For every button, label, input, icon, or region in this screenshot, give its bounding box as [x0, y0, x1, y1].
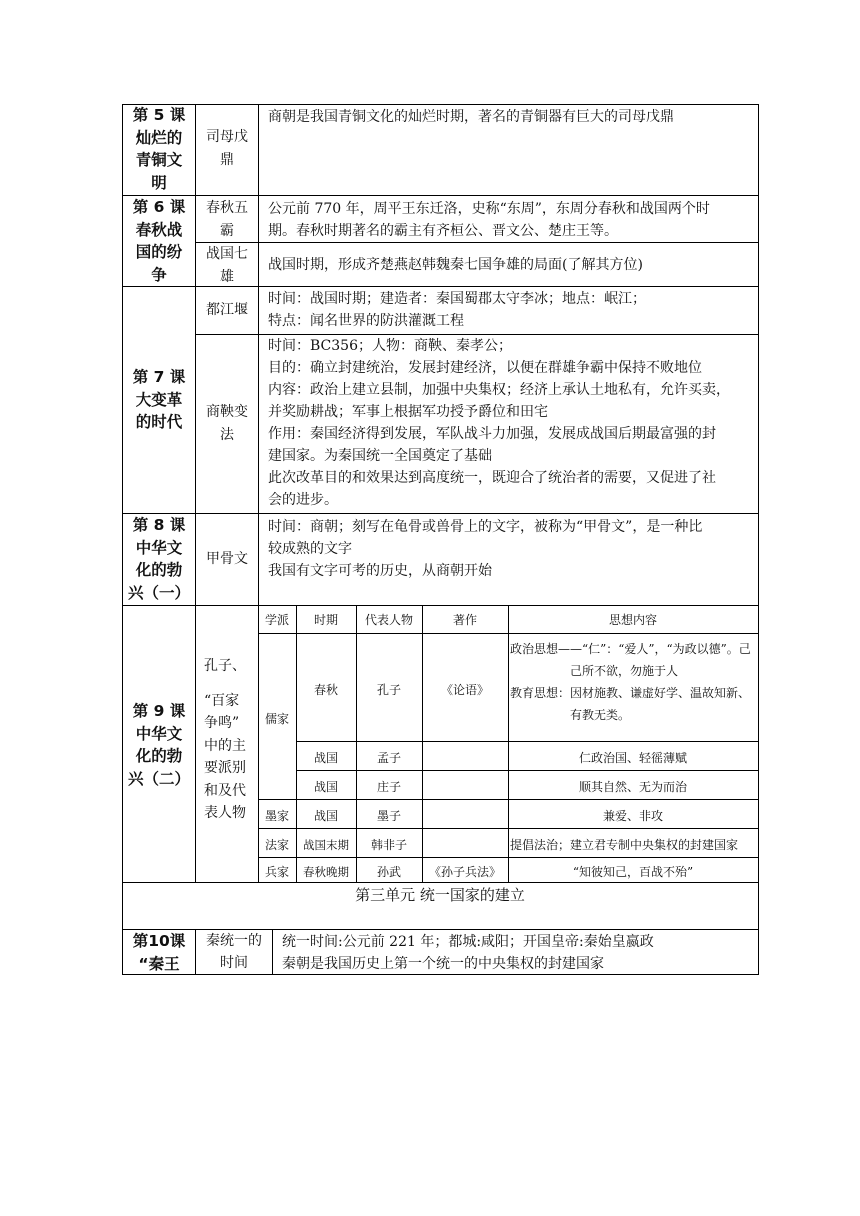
content-dujiang: 时间：战国时期；建造者：秦国蜀郡太守李冰；地点：岷江； 特点：闻名世界的防洪灌溉工程	[268, 291, 646, 329]
table-row-period: 春秋	[313, 683, 338, 697]
lesson-10-title: 第10课 “秦王	[132, 932, 186, 973]
table-row-period: 战国	[313, 751, 338, 765]
topic-simuwu: 司母戊 鼎	[206, 129, 248, 168]
header-period: 时期	[313, 613, 338, 627]
topic-dujiang: 都江堰	[206, 302, 248, 318]
table-row-school: 儒家	[264, 712, 289, 726]
topic-shangyang: 商鞅变 法	[206, 404, 248, 443]
lesson-6-title: 第 6 课 春秋战 国的纷 争	[132, 198, 186, 284]
table-row-thought: 政治思想——“仁”：“爱人”，“为政以德”。己 己所不欲，勿施于人 教育思想：因材施教、谦虚好学、温故知新、 有教无类。	[510, 642, 751, 722]
lesson-8-title: 第 8 课 中华文 化的勃 兴（一）	[127, 516, 190, 602]
table-row-person: 韩非子	[370, 838, 407, 852]
table-row-person: 孔子	[376, 683, 401, 697]
lesson-5-title: 第 5 课 灿烂的 青铜文 明	[132, 106, 186, 192]
topic-jiagu: 甲骨文	[206, 551, 248, 567]
lesson-7-title: 第 7 课 大变革 的时代	[132, 368, 186, 431]
table-row-person: 孟子	[376, 751, 401, 765]
content-qin: 统一时间:公元前 221 年；都城:咸阳；开国皇帝:秦始皇嬴政 秦朝是我国历史上第一个统一的中央集权的封建国家	[282, 934, 654, 972]
table-row-work: 《孙子兵法》	[428, 865, 501, 879]
topic-chunqiu: 春秋五 霸	[206, 200, 248, 239]
table-row-thought: 兼爱、非攻	[602, 809, 663, 823]
table-row-school: 墨家	[264, 809, 289, 823]
topic-zhanguo: 战国七 雄	[206, 246, 248, 285]
table-row-person: 孙武	[376, 865, 401, 879]
table-row-work: 《论语》	[440, 683, 489, 697]
content-simuwu: 商朝是我国青铜文化的灿烂时期，著名的青铜器有巨大的司母戊鼎	[268, 109, 674, 125]
content-zhanguo: 战国时期，形成齐楚燕赵韩魏秦七国争雄的局面(了解其方位)	[268, 257, 643, 273]
table-row-school: 法家	[264, 838, 289, 852]
table-row-person: 庄子	[376, 780, 401, 794]
table-row-school: 兵家	[264, 865, 289, 879]
content-shangyang: 时间：BC356；人物：商鞅、秦孝公； 目的：确立封建统治，发展封建经济，以便在群雄争霸中保持不败地位 内容：政治上建立县制，加强中央集权；经济上承认土地私有，允许买卖， 并奖励耕战；军事上根据军功授予爵位和田宅 作用：秦国经济得到发展，军队战斗力加强，发展成战国后期最富强的封 建国家。为秦国统一全国奠定了基础 此次改革目的和效果达到高度统一，既迎合了统治者的需要，又促进了社 会的进步。	[268, 338, 730, 508]
lesson-9-title: 第 9 课 中华文 化的勃 兴（二）	[127, 702, 190, 788]
table-row-period: 战国	[313, 809, 338, 823]
table-row-thought: 仁政治国、轻徭薄赋	[578, 751, 687, 765]
header-person: 代表人物	[364, 613, 413, 627]
unit-title: 第三单元 统一国家的建立	[355, 886, 525, 904]
table-row-thought: “知彼知己，百战不殆”	[572, 865, 694, 879]
content-jiagu: 时间：商朝；刻写在龟骨或兽骨上的文字，被称为“甲骨文”，是一种比 较成熟的文字 我国有文字可考的历史，从商朝开始	[268, 519, 703, 579]
header-school: 学派	[264, 613, 289, 627]
table-row-period: 战国	[313, 780, 338, 794]
header-work: 著作	[452, 613, 477, 627]
table-row-period: 战国末期	[303, 838, 349, 852]
table-row-thought: 顺其自然、无为而治	[578, 780, 687, 794]
schools-table	[258, 606, 758, 883]
header-thought: 思想内容	[608, 613, 657, 627]
topic-qin: 秦统一的 时间	[206, 933, 262, 971]
table-row-person: 墨子	[376, 809, 401, 823]
topic-baijia: 孔子、 “百家 争鸣” 中的主 要派别 和及代 表人物	[204, 658, 246, 821]
content-chunqiu: 公元前 770 年，周平王东迁洛，史称“东周”，东周分春秋和战国两个时 期。春秋时期著名的霸主有齐桓公、晋文公、楚庄王等。	[268, 201, 710, 239]
table-row-period: 春秋晚期	[303, 865, 349, 879]
table-row-thought: 提倡法治；建立君专制中央集权的封建国家	[510, 838, 739, 852]
